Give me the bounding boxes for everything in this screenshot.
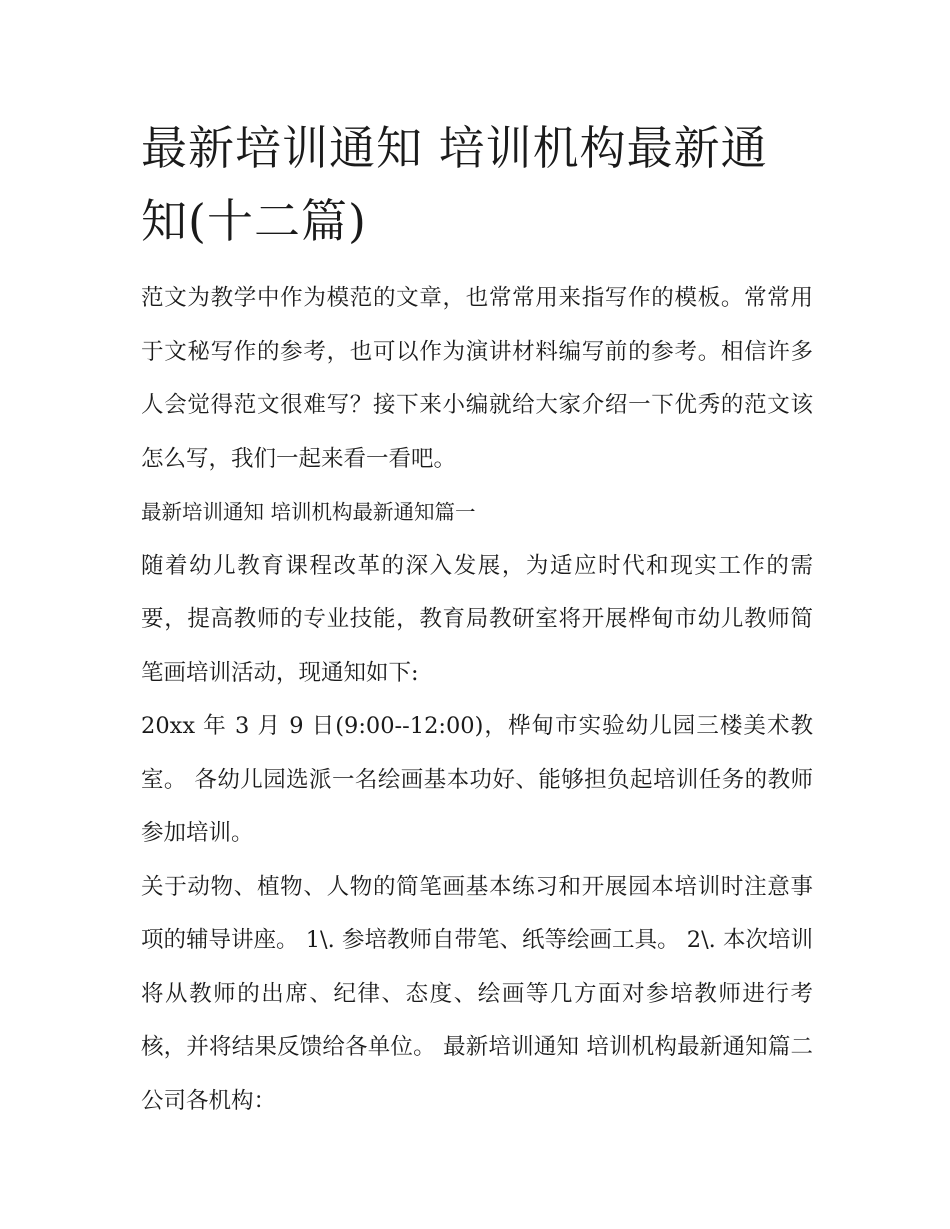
- body-paragraph: 随着幼儿教育课程改革的深入发展，为适应时代和现实工作的需要，提高教师的专业技能，教育局教研室将开展桦甸市幼儿教师简笔画培训活动，现通知如下:: [141, 552, 813, 686]
- body-paragraph: 关于动物、植物、人物的简笔画基本练习和开展园本培训时注意事项的辅导讲座。 1\. 参培教师自带笔、纸等绘画工具。 2\. 本次培训将从教师的出席、纪律、态度、绘画等几方面对参培教师进行考核，并将结果反馈给各单位。 最新培训通知 培训机构最新通知篇二 公司各机构：: [141, 873, 813, 1114]
- document-title: 最新培训通知 培训机构最新通知(十二篇): [141, 121, 768, 248]
- section-heading: 最新培训通知 培训机构最新通知篇一: [141, 500, 476, 524]
- document-body: [141, 112, 813, 1128]
- body-paragraph: 20xx 年 3 月 9 日(9:00--12:00)，桦甸市实验幼儿园三楼美术教室。 各幼儿园选派一名绘画基本功好、能够担负起培训任务的教师参加培训。: [141, 713, 813, 846]
- intro-paragraph: 范文为教学中作为模范的文章，也常常用来指写作的模板。常常用于文秘写作的参考，也可以作为演讲材料编写前的参考。相信许多人会觉得范文很难写？接下来小编就给大家介绍一下优秀的范文该怎么写，我们一起来看一看吧。: [141, 285, 813, 472]
